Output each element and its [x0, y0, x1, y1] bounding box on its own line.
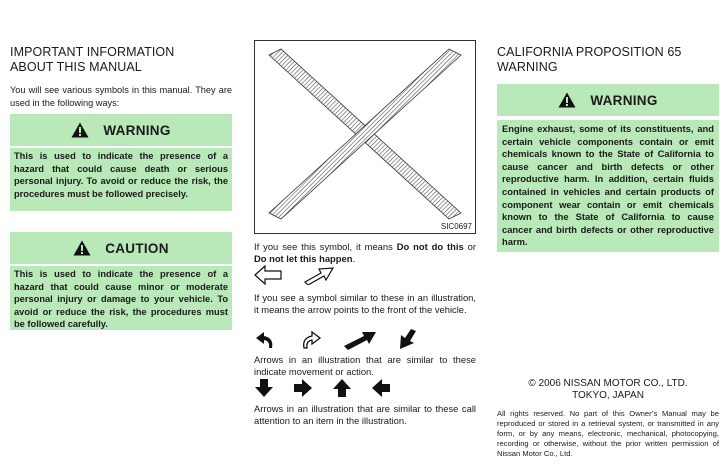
symbol-text-mid: or [463, 241, 476, 252]
warning-triangle-icon [71, 122, 89, 138]
hatched-x-icon [255, 41, 475, 233]
copyright-line-1: © 2006 NISSAN MOTOR CO., LTD. [528, 378, 688, 389]
caution-text: This is used to indicate the presence of a hazard that could cause minor or moderate personal injury or damage to your vehicle. To avoid or reduce the risk, the procedures must be followed carefully. [10, 266, 232, 330]
arrow-left-icon [371, 378, 391, 398]
curved-arrow-right-icon [298, 330, 322, 350]
intro-paragraph: You will see various symbols in this manual. They are used in the following ways: [10, 85, 232, 108]
symbol-text-prefix: If you see this symbol, it means [254, 241, 397, 252]
copyright-line-2: TOKYO, JAPAN [572, 390, 644, 401]
caution-label: CAUTION [105, 240, 169, 256]
figure-code: SIC0697 [440, 222, 472, 231]
diagonal-arrow-down-left-icon [398, 329, 418, 351]
prop65-warning-text: Engine exhaust, some of its constituents, and certain vehicle components contain or emit chemicals known to the State of California to cause cancer and birth defects or other reproductive harm. In addition, certain fluids contained in vehicles and certain products of component wear contain or emit chemicals known to the State of California to cause cancer and birth defects or other reproductive harm. [497, 120, 719, 252]
arrow-down-icon [254, 378, 274, 398]
prop65-heading [497, 45, 719, 75]
heading-line-2: ABOUT THIS MANUAL [10, 60, 142, 74]
prop65-heading-line-2: WARNING [497, 60, 558, 74]
curved-arrow-left-icon [254, 330, 278, 350]
movement-arrows-text: Arrows in an illustration that are similar to these indicate movement or action. [254, 354, 476, 377]
front-arrow-angled-outline-icon [304, 265, 334, 285]
rights-reserved-text: All rights reserved. No part of this Owner’s Manual may be reproduced or stored in a retrieval system, or transmitted in any form, or by any means, electronic, mechanical, photocopying, recording or otherwise, without the prior written permission of Nissan Motor Co., Ltd. [497, 409, 719, 458]
copyright [497, 378, 719, 402]
prop65-warning-label: WARNING [590, 92, 658, 108]
attention-arrows-text: Arrows in an illustration that are similar to these call attention to an item in the illustration. [254, 403, 476, 426]
arrow-up-icon [332, 378, 352, 398]
warning-label: WARNING [103, 122, 171, 138]
arrow-right-icon [293, 378, 313, 398]
prop65-heading-line-1: CALIFORNIA PROPOSITION 65 [497, 45, 682, 59]
do-not-symbol-text [254, 241, 476, 265]
front-arrow-left-outline-icon [254, 265, 282, 285]
diagonal-arrow-up-right-icon [342, 330, 378, 350]
important-info-heading [10, 45, 232, 75]
front-arrows-text: If you see a symbol similar to these in an illustration, it means the arrow points to the front of the vehicle. [254, 292, 476, 315]
attention-arrows-row [254, 378, 391, 398]
warning-header [10, 114, 232, 146]
caution-triangle-icon [73, 240, 91, 256]
prop65-warning-triangle-icon [558, 92, 576, 108]
symbol-text-bold-1: Do not do this [396, 241, 464, 252]
front-arrows-row [254, 265, 334, 285]
do-not-symbol-figure [254, 40, 476, 234]
caution-header [10, 232, 232, 264]
symbol-text-bold-2: Do not let this happen [254, 253, 353, 264]
symbol-text-suffix: . [352, 253, 356, 264]
movement-arrows-row [254, 329, 418, 351]
heading-line-1: IMPORTANT INFORMATION [10, 45, 175, 59]
prop65-warning-header [497, 84, 719, 116]
warning-text: This is used to indicate the presence of a hazard that could cause death or serious personal injury. To avoid or reduce the risk, the procedures must be followed precisely. [10, 148, 232, 211]
